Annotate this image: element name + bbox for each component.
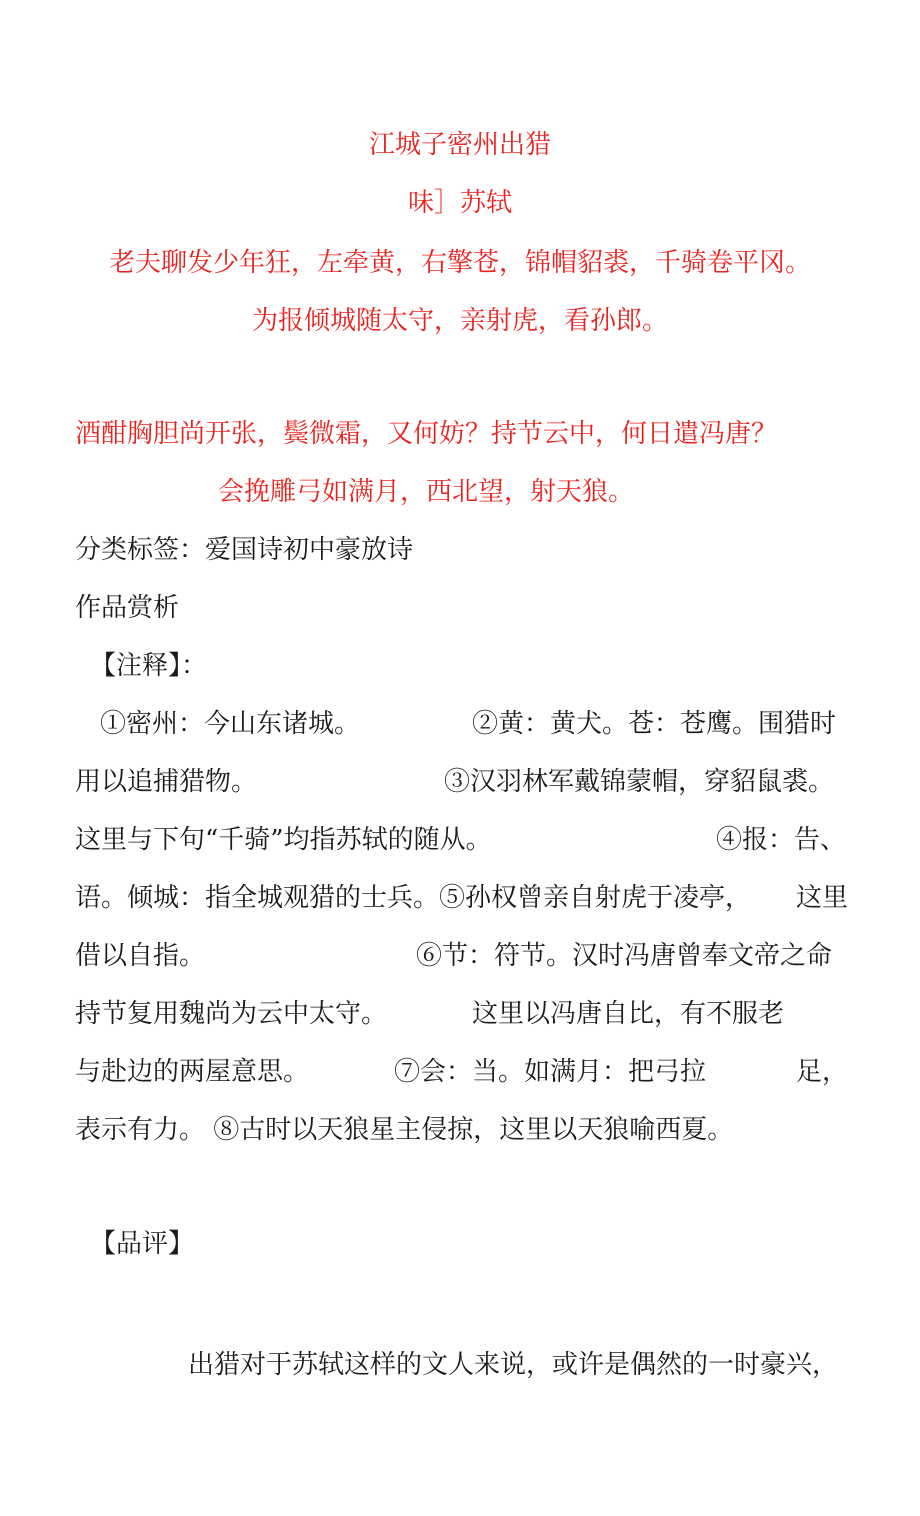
poem-author: 味］苏轼	[407, 188, 512, 218]
note-line-5b: ⑥节：符节。汉时冯唐曾奉文帝之命	[416, 941, 833, 971]
review-heading: 【品评】	[90, 1229, 195, 1259]
note-line-5a: 借以自指。	[75, 941, 206, 971]
category-tags: 分类标签：爱国诗初中豪放诗	[75, 535, 414, 565]
review-paragraph: 出猎对于苏轼这样的文人来说，或许是偶然的一时豪兴，	[188, 1350, 839, 1380]
note-line-7c: 足，	[796, 1057, 849, 1087]
note-line-1a: ①密州：今山东诸城。	[100, 709, 361, 739]
note-line-7a: 与赴边的两屋意思。	[75, 1057, 310, 1087]
note-line-6a: 持节复用魏尚为云中太守。	[75, 999, 388, 1029]
poem-stanza2-line2: 会挽雕弓如满月，西北望，射天狼。	[218, 477, 635, 507]
notes-heading: 【注释】：	[90, 651, 208, 681]
poem-stanza2-line1: 酒酣胸胆尚开张，鬓微霜，又何妨？持节云中，何日遣冯唐？	[75, 419, 778, 449]
note-line-2b: ③汉羽林军戴锦蒙帽，穿貂鼠裘。	[444, 767, 835, 797]
note-line-3a: 这里与下句“千骑”均指苏轼的随从。	[75, 825, 492, 855]
note-line-6b: 这里以冯唐自比，有不服老	[472, 999, 785, 1029]
note-line-4b: 这里	[796, 883, 849, 913]
poem-stanza1-line2: 为报倾城随太守，亲射虎，看孙郎。	[251, 306, 668, 336]
note-line-8a: 表示有力。 ⑧古时以天狼星主侵掠，这里以天狼喻西夏。	[75, 1115, 734, 1145]
note-line-1b: ②黄：黄犬。苍：苍鹰。围猎时	[472, 709, 837, 739]
appreciation-heading: 作品赏析	[75, 593, 180, 623]
note-line-2a: 用以追捕猎物。	[75, 767, 258, 797]
poem-stanza1-line1: 老夫聊发少年狂，左牵黄，右擎苍，锦帽貂裘，千骑卷平冈。	[108, 248, 811, 278]
poem-title: 江城子密州出猎	[368, 130, 551, 160]
note-line-7b: ⑦会：当。如满月：把弓拉	[394, 1057, 707, 1087]
note-line-4a: 语。倾城：指全城观猎的士兵。⑤孙权曾亲自射虎于凌亭，	[75, 883, 752, 913]
note-line-3b: ④报：告、	[716, 825, 847, 855]
